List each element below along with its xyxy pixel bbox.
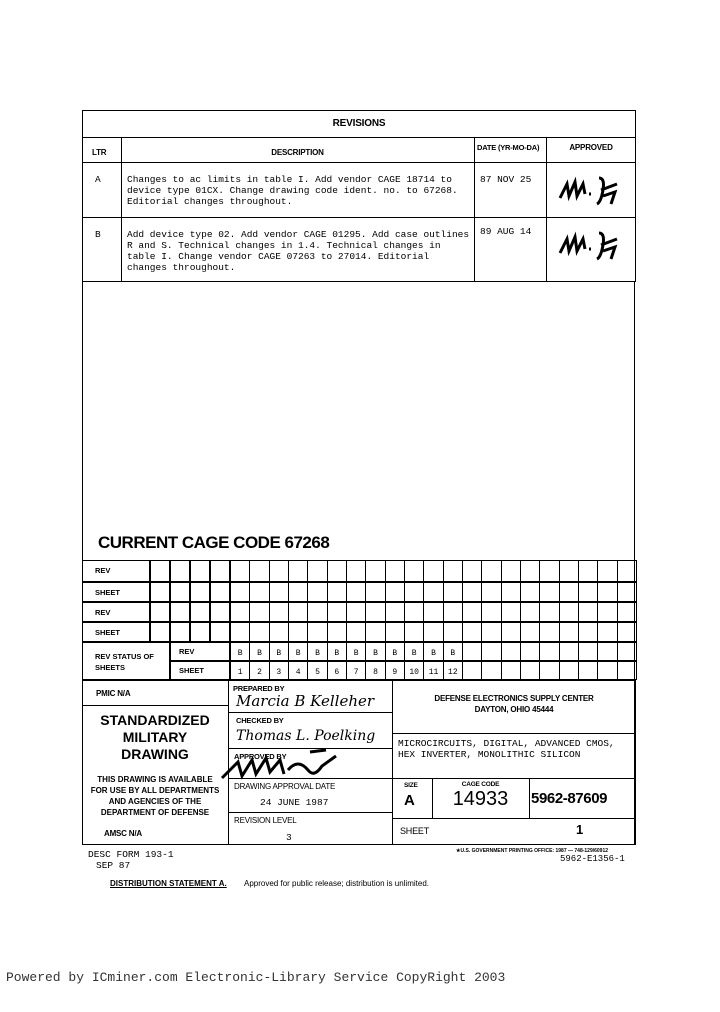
grid-cell <box>578 661 598 680</box>
grid-cell <box>481 602 501 622</box>
grid-cell <box>462 642 482 661</box>
grid-cell <box>539 602 559 622</box>
grid-cell <box>520 582 540 602</box>
sheet-number-cell: 10 <box>404 661 424 680</box>
checked-by-label: CHECKED BY <box>236 716 284 725</box>
grid-cell <box>170 602 190 622</box>
grid-cell <box>501 622 521 642</box>
grid-cell <box>210 622 230 642</box>
gpo-note: ★U.S. GOVERNMENT PRINTING OFFICE: 1987 — 748-129/60912 <box>456 848 609 854</box>
grid-cell <box>617 602 637 622</box>
grid-cell <box>307 622 327 642</box>
cage-code-value: 14933 <box>452 788 509 810</box>
approval-date-label: DRAWING APPROVAL DATE <box>234 782 336 791</box>
current-cage-code: CURRENT CAGE CODE 67268 <box>98 533 330 552</box>
grid-cell <box>597 661 617 680</box>
sheet-number-cell: 2 <box>249 661 269 680</box>
status-sheet-label: SHEET <box>170 661 230 680</box>
grid-cell <box>559 642 579 661</box>
grid-cell <box>481 661 501 680</box>
grid-cell <box>520 642 540 661</box>
sheet-number: 1 <box>576 822 584 837</box>
grid-cell <box>288 602 308 622</box>
grid-row-label: SHEET <box>82 582 150 602</box>
grid-cell <box>327 602 347 622</box>
grid-cell <box>210 582 230 602</box>
grid-row-label: SHEET <box>82 622 150 642</box>
sheet-number-cell: 1 <box>230 661 250 680</box>
revision-level-label: REVISION LEVEL <box>234 816 297 825</box>
grid-cell <box>190 622 210 642</box>
grid-cell <box>307 582 327 602</box>
grid-cell <box>249 582 269 602</box>
sheet-number-cell: 8 <box>365 661 385 680</box>
grid-cell <box>288 582 308 602</box>
grid-cell <box>327 622 347 642</box>
grid-cell <box>578 582 598 602</box>
grid-cell <box>327 560 347 582</box>
distribution-label: DISTRIBUTION STATEMENT A. <box>110 879 227 888</box>
sheet-number-cell: 9 <box>385 661 405 680</box>
revisions-title: REVISIONS <box>332 118 386 129</box>
grid-cell <box>288 622 308 642</box>
grid-cell <box>443 560 463 582</box>
distribution-text: Approved for public release; distribution is unlimited. <box>244 879 429 888</box>
grid-cell <box>597 642 617 661</box>
grid-cell <box>385 602 405 622</box>
grid-cell <box>307 602 327 622</box>
revision-a-description: Changes to ac limits in table I. Add vendor CAGE 18714 to device type 01CX. Change drawing code ident. no. to 67268. Editorial changes throughout. <box>127 174 458 207</box>
approved-by-signature <box>218 748 348 782</box>
grid-cell <box>520 661 540 680</box>
grid-cell <box>190 560 210 582</box>
grid-cell <box>269 560 289 582</box>
sheet-number-cell: 4 <box>288 661 308 680</box>
grid-cell <box>423 602 443 622</box>
grid-cell <box>170 622 190 642</box>
grid-cell <box>249 622 269 642</box>
approval-date: 24 JUNE 1987 <box>260 797 329 808</box>
status-rev-label: REV <box>170 642 230 661</box>
grid-cell <box>230 602 250 622</box>
grid-cell <box>230 622 250 642</box>
amsc: AMSC N/A <box>104 829 142 838</box>
sheet-rev-cell: B <box>327 642 347 661</box>
grid-cell <box>190 602 210 622</box>
drawing-number: 5962-87609 <box>531 790 608 807</box>
grid-cell <box>346 560 366 582</box>
size-value: A <box>404 792 415 809</box>
description-header: DESCRIPTION <box>271 148 324 157</box>
sheet-number-cell: 6 <box>327 661 347 680</box>
grid-cell <box>346 622 366 642</box>
approval-signature-a <box>555 170 625 210</box>
revision-a-letter: A <box>95 174 101 185</box>
sheet-rev-cell: B <box>443 642 463 661</box>
grid-cell <box>150 602 170 622</box>
revision-b-description: Add device type 02. Add vendor CAGE 01295. Add case outlines R and S. Technical changes in 1.4. Technical changes in table I. Change vendor CAGE 07263 to 27014. Editorial changes throughout. <box>127 229 470 273</box>
grid-cell <box>365 622 385 642</box>
grid-cell <box>520 622 540 642</box>
grid-cell <box>327 582 347 602</box>
sheet-rev-cell: B <box>249 642 269 661</box>
grid-cell <box>462 622 482 642</box>
grid-cell <box>462 661 482 680</box>
grid-cell <box>269 622 289 642</box>
grid-cell <box>559 661 579 680</box>
document-id: 5962-E1356-1 <box>560 854 625 864</box>
grid-cell <box>617 661 637 680</box>
agency-name: DEFENSE ELECTRONICS SUPPLY CENTER <box>434 694 594 703</box>
grid-cell <box>443 622 463 642</box>
pmic: PMIC N/A <box>96 689 131 698</box>
approved-header: APPROVED <box>569 143 613 152</box>
grid-row-label: REV <box>82 602 150 622</box>
grid-cell <box>423 560 443 582</box>
grid-cell <box>481 582 501 602</box>
grid-cell <box>443 602 463 622</box>
grid-cell <box>597 560 617 582</box>
availability-note: THIS DRAWING IS AVAILABLE FOR USE BY ALL DEPARTMENTS AND AGENCIES OF THE DEPARTMENT OF DEFENSE <box>90 775 220 817</box>
sheet-rev-cell: B <box>269 642 289 661</box>
grid-cell <box>501 582 521 602</box>
grid-cell <box>170 582 190 602</box>
form-date: SEP 87 <box>96 860 131 871</box>
sheet-rev-cell: B <box>288 642 308 661</box>
grid-cell <box>481 642 501 661</box>
sheet-rev-cell: B <box>404 642 424 661</box>
grid-cell <box>597 582 617 602</box>
grid-cell <box>501 661 521 680</box>
grid-cell <box>269 602 289 622</box>
grid-cell <box>170 560 190 582</box>
revision-b-letter: B <box>95 229 101 240</box>
grid-cell <box>578 560 598 582</box>
grid-cell <box>539 622 559 642</box>
grid-cell <box>210 602 230 622</box>
grid-cell <box>462 560 482 582</box>
grid-cell <box>462 582 482 602</box>
grid-cell <box>150 622 170 642</box>
grid-cell <box>249 560 269 582</box>
sheet-number-cell: 12 <box>443 661 463 680</box>
grid-cell <box>617 582 637 602</box>
sheet-number-cell: 11 <box>423 661 443 680</box>
date-header: DATE (YR-MO-DA) <box>477 143 540 152</box>
grid-cell <box>617 622 637 642</box>
drawing-description: MICROCIRCUITS, DIGITAL, ADVANCED CMOS, HEX INVERTER, MONOLITHIC SILICON <box>398 738 615 760</box>
sheet-rev-cell: B <box>230 642 250 661</box>
revision-level: 3 <box>286 832 292 843</box>
grid-cell <box>346 582 366 602</box>
grid-cell <box>385 622 405 642</box>
sheet-number-cell: 7 <box>346 661 366 680</box>
grid-cell <box>307 560 327 582</box>
sheet-number-cell: 3 <box>269 661 289 680</box>
revision-a-date: 87 NOV 25 <box>480 174 532 185</box>
grid-cell <box>578 602 598 622</box>
grid-cell <box>210 560 230 582</box>
checked-by-signature: Thomas L. Poelking <box>236 728 376 744</box>
grid-cell <box>520 602 540 622</box>
grid-cell <box>190 582 210 602</box>
grid-cell <box>150 582 170 602</box>
grid-cell <box>559 602 579 622</box>
cage-code-label: CAGE CODE <box>461 781 500 788</box>
grid-cell <box>404 622 424 642</box>
grid-cell <box>269 582 289 602</box>
grid-cell <box>481 622 501 642</box>
grid-cell <box>288 560 308 582</box>
grid-cell <box>423 622 443 642</box>
grid-cell <box>559 582 579 602</box>
grid-cell <box>346 602 366 622</box>
grid-cell <box>404 602 424 622</box>
grid-cell <box>150 560 170 582</box>
revision-b-date: 89 AUG 14 <box>480 226 532 237</box>
sheet-rev-cell: B <box>346 642 366 661</box>
grid-cell <box>559 622 579 642</box>
sheet-rev-cell: B <box>385 642 405 661</box>
grid-cell <box>597 602 617 622</box>
prepared-by-signature: Marcia B Kelleher <box>236 692 375 710</box>
grid-cell <box>423 582 443 602</box>
sheet-rev-cell: B <box>307 642 327 661</box>
sheet-rev-cell: B <box>365 642 385 661</box>
sheet-label: SHEET <box>400 826 430 836</box>
grid-cell <box>365 602 385 622</box>
grid-cell <box>249 602 269 622</box>
grid-cell <box>443 582 463 602</box>
grid-cell <box>230 560 250 582</box>
grid-cell <box>365 582 385 602</box>
grid-cell <box>481 560 501 582</box>
size-label: SIZE <box>404 782 418 789</box>
grid-cell <box>385 560 405 582</box>
grid-cell <box>501 642 521 661</box>
grid-cell <box>617 642 637 661</box>
grid-cell <box>501 602 521 622</box>
ltr-header: LTR <box>92 148 107 157</box>
grid-row-label: REV <box>82 560 150 582</box>
grid-cell <box>520 560 540 582</box>
agency-location: DAYTON, OHIO 45444 <box>474 705 554 714</box>
grid-cell <box>462 602 482 622</box>
grid-cell <box>559 560 579 582</box>
grid-cell <box>385 582 405 602</box>
prepared-by-label: PREPARED BY <box>233 684 285 693</box>
grid-cell <box>597 622 617 642</box>
grid-cell <box>230 582 250 602</box>
sheet-number-cell: 5 <box>307 661 327 680</box>
rev-status-label: REV STATUS OF SHEETS <box>82 642 170 680</box>
approval-signature-b <box>555 225 625 265</box>
grid-cell <box>501 560 521 582</box>
grid-cell <box>539 582 559 602</box>
grid-cell <box>539 661 559 680</box>
sheet-rev-cell: B <box>423 642 443 661</box>
grid-cell <box>404 582 424 602</box>
grid-cell <box>539 642 559 661</box>
approved-by-label: APPROVED BY <box>234 752 287 761</box>
grid-cell <box>404 560 424 582</box>
form-number: DESC FORM 193-1 <box>88 849 174 860</box>
grid-cell <box>617 560 637 582</box>
grid-cell <box>539 560 559 582</box>
grid-cell <box>578 642 598 661</box>
powered-by-footer: Powered by ICminer.com Electronic-Library Service CopyRight 2003 <box>6 970 506 985</box>
smd-title: STANDARDIZED MILITARY DRAWING <box>100 712 210 762</box>
grid-cell <box>578 622 598 642</box>
grid-cell <box>365 560 385 582</box>
